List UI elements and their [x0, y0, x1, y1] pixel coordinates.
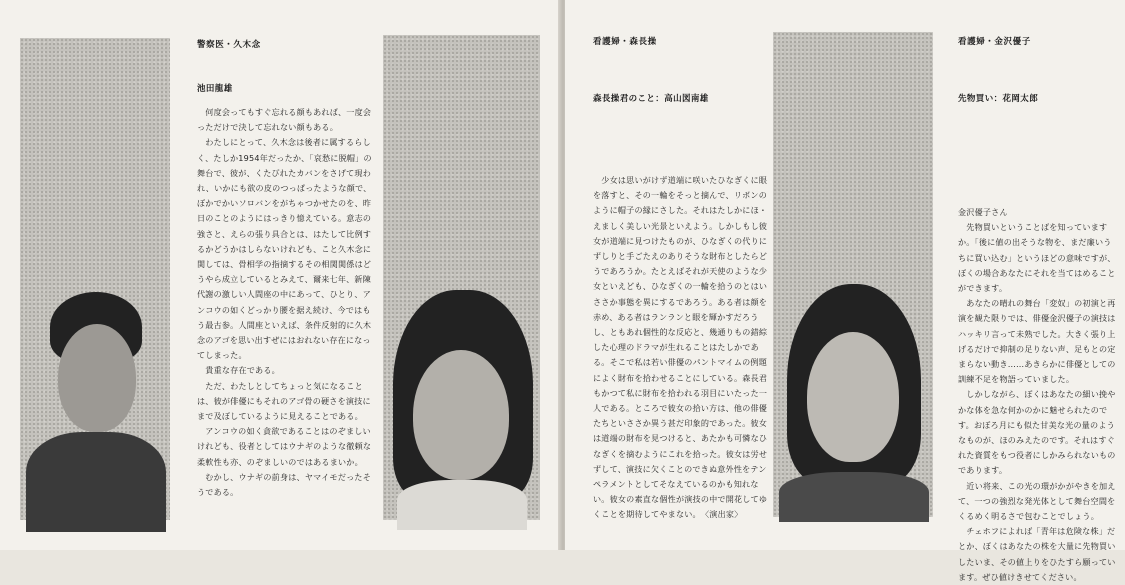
author-name: 池田龍雄	[197, 84, 233, 94]
portrait-photo-left-top	[20, 38, 170, 286]
paragraph: あなたの晴れの舞台「変奴」の初演と再演を観た限りでは、俳優金沢優子の演技はハッキリ言って未熟でした。大きく張り上げるだけで抑制の足りない声、足もとの定まらない動き……あきらかに俳優としての訓練不足を物語っていました。	[958, 298, 1116, 385]
essay-text	[593, 173, 769, 523]
paragraph: アンコウの如く貪欲であることはのぞましいけれども、役者としてはウナギのような徹頼な柔軟性も亦、のぞましいのではあるまいか。	[197, 426, 372, 467]
paragraph: チェホフによれば「青年は危険な株」だとか、ぼくはあなたの株を大量に先物買いしたいま、その値上りをひたすら願っています。ぜひ値けきせてください。	[958, 526, 1116, 582]
portrait-face	[807, 332, 899, 462]
paragraph: ただ、わたしとしてちょっと気になることは、彼が俳優にもそれのアゴ骨の硬さを演技にまで及ぼしているように見えることである。	[197, 380, 371, 422]
portrait-dress	[779, 472, 929, 522]
role-title: 看護婦・森長操	[593, 37, 657, 47]
portrait-face	[413, 350, 509, 480]
portrait-collar	[397, 480, 527, 530]
portrait-photo-kuki	[20, 282, 170, 520]
portrait-photo-morinaga	[383, 35, 540, 520]
paragraph: わたしにとって、久木念は後者に属するらしく、たしか1954年だったか、「哀愁に脱帽」の舞台で、彼が、くたびれたカバンをさげて現われ、いかにも欲の皮のつっぱったような顔で、ぼかでかいソロバンをがちゃつかせたのを、昨日のことのようにはっきり憶えている。意志の強さと、えらの張り具合とは、はたして比例するかどうかはしらないけれども、こと久木念に関しては、骨相学の指摘するその相関関係はどうやら成立しているとみえて、爾来七年、新陳代謝の激しい人間座の中にあって、ひとり、アンコウの如くどっかり腰を据え続け、今ではもう最古参。人間座といえば、条件反射的に久木念のアゴを思い出すぜにはおれない存在になってしまった。	[197, 137, 372, 361]
portrait-body	[26, 432, 166, 532]
paragraph: 近い将来、この光の環がかがやきを加えて、一つの強烈な発光体として舞台空間をくるめく明るさで包むことでしょう。	[958, 480, 1116, 522]
paragraph: しかしながら、ぼくはあなたの細い挽やかな体を急な何かのかに魅せられたのです。おぼろ月にも似た甘美な光の量のようなものが、ほのみえたのです。それはすぐれた資質をもつ役者にしかみられないものであります。	[958, 389, 1116, 476]
role-title: 警察医・久木念	[197, 40, 261, 50]
portrait-photo-kanazawa	[773, 32, 933, 517]
right-page	[565, 0, 1125, 582]
left-page	[0, 0, 560, 550]
paragraph: 貴重な存在である。	[197, 365, 280, 376]
paragraph: 金沢優子さん	[958, 207, 1008, 217]
paragraph: 少女は思いがけず道端に咲いたひなぎくに眼を落すと、その一輪をそっと摘んで、リボンのように帽子の縁にさした。それはたしかにほ・ えましく美しい光景といえよう。しかしもし彼女が道端に見つけたものが、ひなぎくの代りにずしりと手ごたえのありそうな財布としたらどうであろうか。たとえばそれが天使のような少女といえども、ひなぎくの一輪を拾うのとはいささか事態を異にするであろう。ある者は顔を赤め、ある者はランランと眼を輝かすだろうし、ともあれ個性的な反応と、幾通りもの錯綜した心理のドラマが生れることはたしかである。そこで私は若い俳優のパントマイムの例題によく財布を拾わせることにしている。森長君もかつて私に財布を拾われる羽目にいたった一人である。ところで彼女の拾い方は、他の俳優たちといささか異う甚だ印象的であった。彼女は道端の財布を見つけると、あたかも可憐なひなぎくを摘むようにこれを拾った。彼女は労せずして、演技に欠くことのできぬ意外性をテンペラメントとしてそなえているのかも知れない。彼女の素直な個性が演技の中で開花してゆくことを期待してやまない。 〈演出家〉	[593, 175, 768, 520]
portrait-face	[58, 324, 136, 432]
paragraph: 何度会ってもすぐ忘れる顔もあれば、一度会っただけで決して忘れない顔もある。	[197, 107, 372, 133]
essay-text	[197, 105, 373, 500]
essay-byline: 先物買い：花岡太郎	[958, 94, 1039, 104]
paragraph: むかし、ウナギの前身は、ヤマイモだったそうである。	[197, 471, 372, 498]
paragraph: 先物買いということばを知っていますか。「後に値の出そうな物を、まだ廉いうちに買い込む」というほどの意味ですが、ぼくの場合あなたにそれを当てはめることができます。	[958, 222, 1116, 294]
essay-text	[958, 205, 1116, 585]
essay-byline: 森長操君のこと：高山図南雄	[593, 94, 709, 104]
role-title: 看護婦・金沢優子	[958, 37, 1031, 47]
